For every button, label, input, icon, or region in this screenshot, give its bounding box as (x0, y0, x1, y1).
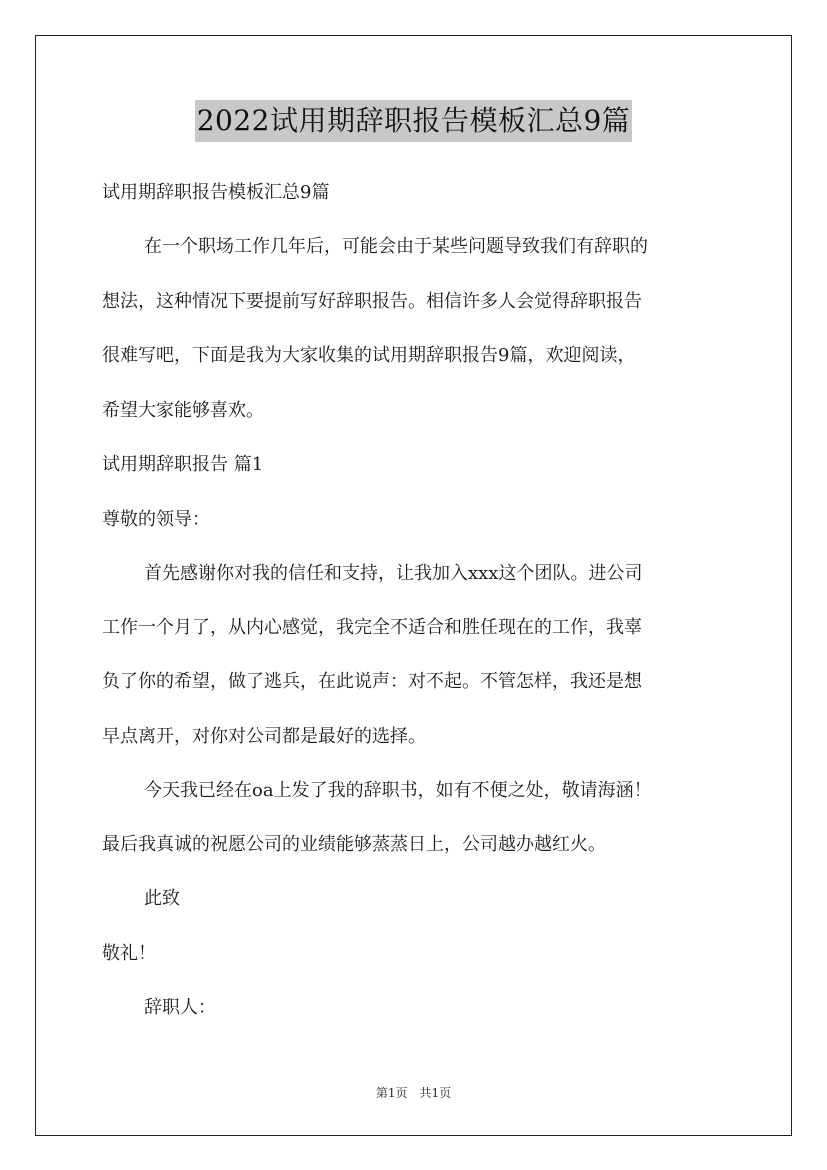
signature-label: 辞职人： (144, 997, 216, 1018)
paragraph-line: 最后我真诚的祝愿公司的业绩能够蒸蒸日上，公司越办越红火。 (102, 834, 606, 855)
regards-text: 敬礼！ (102, 943, 156, 964)
paragraph-line: 负了你的希望，做了逃兵，在此说声：对不起。不管怎样，我还是想 (102, 671, 642, 692)
salutation: 尊敬的领导： (102, 509, 210, 530)
page-footer: 第1页 共1页 (375, 1086, 452, 1100)
paragraph-line: 首先感谢你对我的信任和支持，让我加入xxx这个团队。进公司 (144, 563, 643, 584)
title-container (0, 100, 827, 142)
paragraph-line: 今天我已经在oa上发了我的辞职书，如有不便之处，敬请海涵！ (144, 780, 652, 801)
paragraph-line: 工作一个月了，从内心感觉，我完全不适合和胜任现在的工作，我辜 (102, 617, 642, 638)
intro-line: 在一个职场工作几年后，可能会由于某些问题导致我们有辞职的 (144, 236, 648, 257)
document-subtitle: 试用期辞职报告模板汇总9篇 (102, 182, 330, 203)
intro-line: 希望大家能够喜欢。 (102, 400, 264, 421)
intro-line: 很难写吧，下面是我为大家收集的试用期辞职报告9篇，欢迎阅读， (102, 345, 636, 366)
intro-line: 想法，这种情况下要提前写好辞职报告。相信许多人会觉得辞职报告 (102, 291, 642, 312)
closing-text: 此致 (144, 888, 180, 909)
section-heading: 试用期辞职报告 篇1 (102, 454, 264, 475)
document-title: 2022试用期辞职报告模板汇总9篇 (195, 100, 633, 142)
paragraph-line: 早点离开，对你对公司都是最好的选择。 (102, 726, 426, 747)
